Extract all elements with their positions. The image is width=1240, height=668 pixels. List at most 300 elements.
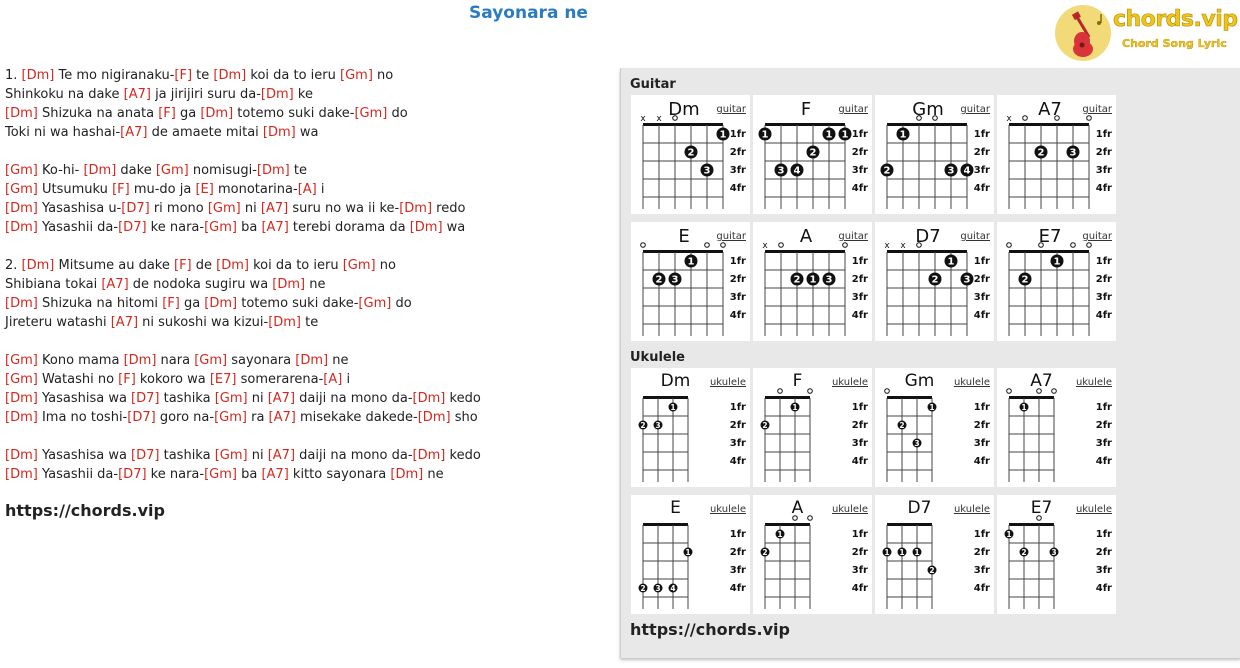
nut: [765, 396, 810, 399]
lyric-text: te: [289, 163, 307, 178]
lyric-text: Shibiana tokai: [5, 277, 102, 292]
lyric-line: [5, 104, 610, 123]
chord-link[interactable]: [Dm]: [272, 277, 306, 292]
svg-text:3: 3: [963, 274, 971, 286]
chord-instrument-link[interactable]: guitar: [716, 104, 746, 115]
finger-dot: [961, 273, 974, 286]
chord-instrument-link[interactable]: guitar: [838, 104, 868, 115]
chord-link[interactable]: [Dm]: [5, 448, 38, 463]
chord-link[interactable]: [E7]: [209, 372, 237, 387]
lyric-line: [5, 85, 610, 104]
svg-text:1: 1: [792, 402, 798, 412]
nut: [765, 250, 845, 253]
finger-dot: [883, 548, 892, 557]
chord-name: A: [799, 226, 813, 247]
fret-label: 4fr: [729, 183, 746, 194]
chord-name: E7: [1030, 498, 1053, 518]
fret-label: 2fr: [729, 420, 746, 431]
lyric-text: Utsumuku: [37, 182, 113, 197]
chord-diagram: [997, 222, 1116, 341]
finger-dot: [791, 403, 800, 412]
finger-dot: [807, 273, 820, 286]
svg-text:3: 3: [947, 165, 955, 177]
chord-link[interactable]: [Dm]: [390, 467, 424, 482]
lyric-line: [5, 446, 610, 465]
chord-link[interactable]: [Dm]: [21, 258, 55, 273]
svg-text:2: 2: [762, 547, 768, 557]
chord-name: Gm: [912, 99, 944, 120]
chord-instrument-link[interactable]: guitar: [1082, 231, 1112, 242]
lyric-text: kedo: [445, 448, 481, 463]
fret-label: 4fr: [851, 183, 868, 194]
lyric-text: Yasashii da-: [37, 220, 119, 235]
chord-name: A7: [1030, 371, 1053, 391]
guitar-chord-a[interactable]: [753, 222, 872, 341]
chord-name: Dm: [668, 99, 700, 120]
chord-link[interactable]: [F]: [118, 372, 136, 387]
chord-link[interactable]: [Gm]: [5, 182, 38, 197]
fret-label: 3fr: [973, 438, 990, 449]
finger-dot: [654, 421, 663, 430]
fret-label: 3fr: [1095, 292, 1112, 303]
fret-label: 2fr: [851, 274, 868, 285]
lyric-line: [5, 123, 610, 142]
svg-text:1: 1: [777, 529, 783, 539]
guitar-section-label: Guitar: [630, 77, 676, 92]
chord-link[interactable]: [D7]: [127, 410, 156, 425]
chord-link[interactable]: [A7]: [261, 467, 289, 482]
chord-link[interactable]: [Dm]: [5, 410, 38, 425]
chord-name: Gm: [904, 371, 935, 391]
chord-link[interactable]: [F]: [174, 258, 192, 273]
chord-link[interactable]: [Dm]: [5, 467, 38, 482]
lyric-text: Shinkoku na dake: [5, 87, 124, 102]
svg-text:1: 1: [809, 274, 817, 286]
lyric-text: Te mo nigiranaku-: [54, 68, 175, 83]
chord-link[interactable]: [F]: [174, 68, 193, 83]
chord-name: D7: [915, 226, 941, 247]
lyric-text: no: [375, 258, 396, 273]
lyric-text: redo: [432, 201, 466, 216]
lyric-text: sayonara: [227, 353, 296, 368]
lyric-text: 2.: [5, 258, 22, 273]
finger-dot: [929, 273, 942, 286]
chord-link[interactable]: [Dm]: [260, 87, 294, 102]
finger-dot: [807, 146, 820, 159]
chord-name: A: [791, 498, 804, 518]
fret-label: 4fr: [1095, 310, 1112, 321]
chord-link[interactable]: [A7]: [267, 448, 296, 463]
guitar-chord-f[interactable]: [753, 95, 872, 214]
lyric-text: ni: [247, 391, 268, 406]
svg-text:1: 1: [947, 256, 955, 268]
finger-dot: [1020, 403, 1029, 412]
guitar-chord-gm[interactable]: [875, 95, 994, 214]
chord-link[interactable]: [Dm]: [83, 163, 117, 178]
chord-link[interactable]: [Gm]: [194, 353, 228, 368]
chord-instrument-link[interactable]: guitar: [838, 231, 868, 242]
lyric-text: ke nara-: [146, 220, 205, 235]
svg-text:3: 3: [1069, 147, 1077, 159]
chord-link[interactable]: [D7]: [118, 220, 147, 235]
fret-label: 1fr: [729, 256, 746, 267]
guitar-chord-dm[interactable]: [631, 95, 750, 214]
svg-text:1: 1: [825, 129, 833, 141]
chord-link[interactable]: [Gm]: [5, 353, 38, 368]
chord-link[interactable]: [D7]: [131, 391, 160, 406]
svg-text:1: 1: [761, 129, 769, 141]
guitar-chord-e[interactable]: [631, 222, 750, 341]
lyric-line: [5, 408, 610, 427]
chord-link[interactable]: [Dm]: [216, 258, 249, 273]
lyric-text: ne: [423, 467, 444, 482]
site-url-right[interactable]: https://chords.vip: [630, 620, 790, 639]
chord-link[interactable]: [Gm]: [342, 258, 376, 273]
finger-dot: [928, 566, 937, 575]
fret-label: 2fr: [973, 274, 990, 285]
finger-dot: [897, 128, 910, 141]
chord-link[interactable]: [D7]: [131, 448, 160, 463]
lyric-text: ke: [293, 87, 313, 102]
lyric-text: 1.: [5, 68, 22, 83]
svg-text:3: 3: [914, 438, 920, 448]
chord-link[interactable]: [F]: [112, 182, 130, 197]
chord-link[interactable]: [A7]: [267, 391, 296, 406]
ukulele-chord-a[interactable]: [753, 495, 872, 614]
fret-label: 4fr: [851, 456, 868, 467]
open-string-icon: [1087, 243, 1092, 248]
chord-instrument-link[interactable]: ukulele: [831, 504, 868, 515]
chord-instrument-link[interactable]: ukulele: [709, 377, 746, 388]
fret-label: 1fr: [1095, 129, 1112, 140]
finger-dot: [839, 128, 852, 141]
site-url-left[interactable]: https://chords.vip: [5, 501, 165, 520]
logo-tagline: Chord Song Lyric: [1122, 37, 1227, 50]
chord-instrument-link[interactable]: guitar: [960, 104, 990, 115]
lyric-text: Toki ni wa hashai-: [5, 125, 121, 140]
chord-link[interactable]: [Dm]: [200, 106, 234, 121]
lyric-text: Ko-hi-: [37, 163, 84, 178]
chord-instrument-link[interactable]: ukulele: [831, 377, 868, 388]
chord-link[interactable]: [Gm]: [155, 163, 189, 178]
fret-label: 1fr: [729, 529, 746, 540]
ukulele-chord-d7[interactable]: [875, 495, 994, 614]
nut: [887, 396, 932, 399]
finger-dot: [823, 273, 836, 286]
chord-link[interactable]: [Dm]: [123, 353, 157, 368]
guitar-chord-e7[interactable]: [997, 222, 1116, 341]
lyric-text: do: [391, 296, 412, 311]
lyric-text: Watashi no: [37, 372, 119, 387]
muted-string-icon: x: [900, 241, 906, 251]
chord-link[interactable]: [Gm]: [214, 410, 247, 425]
chord-link[interactable]: [Dm]: [295, 353, 329, 368]
chord-name: D7: [907, 498, 932, 518]
svg-text:1: 1: [687, 256, 695, 268]
fret-label: 3fr: [1095, 565, 1112, 576]
svg-text:1: 1: [670, 402, 676, 412]
chord-link[interactable]: [Gm]: [207, 201, 241, 216]
svg-text:2: 2: [899, 420, 905, 430]
finger-dot: [685, 255, 698, 268]
fret-label: 1fr: [729, 129, 746, 140]
nut: [765, 123, 845, 126]
lyric-text: i: [316, 182, 325, 197]
chord-link[interactable]: [Gm]: [340, 68, 373, 83]
chord-link[interactable]: [E]: [195, 182, 214, 197]
svg-text:1: 1: [1021, 402, 1027, 412]
finger-dot: [684, 548, 693, 557]
chord-link[interactable]: [Dm]: [213, 68, 247, 83]
lyric-line: [5, 370, 610, 389]
chord-link[interactable]: [Dm]: [409, 220, 443, 235]
chord-link[interactable]: [A7]: [261, 220, 289, 235]
lyric-text: Jireteru watashi: [5, 315, 111, 330]
lyric-line: [5, 180, 610, 199]
lyric-line: [5, 465, 610, 484]
fret-label: 1fr: [973, 402, 990, 413]
chord-link[interactable]: [A7]: [123, 87, 151, 102]
fret-label: 3fr: [851, 565, 868, 576]
svg-text:1: 1: [685, 547, 691, 557]
finger-dot: [717, 128, 730, 141]
chord-link[interactable]: [Gm]: [214, 448, 248, 463]
svg-text:1: 1: [719, 129, 727, 141]
open-string-icon: [1007, 243, 1012, 248]
lyric-text: ne: [328, 353, 349, 368]
lyric-text: terebi dorama da: [288, 220, 410, 235]
finger-dot: [791, 273, 804, 286]
svg-text:2: 2: [793, 274, 801, 286]
lyric-text: ja jirijiri suru da-: [150, 87, 261, 102]
chord-name: E7: [1038, 226, 1062, 247]
lyric-text: ra: [246, 410, 269, 425]
chord-link[interactable]: [Gm]: [354, 106, 388, 121]
fret-label: 4fr: [1095, 583, 1112, 594]
open-string-icon: [705, 243, 710, 248]
finger-dot: [928, 403, 937, 412]
fret-label: 4fr: [1095, 456, 1112, 467]
svg-text:2: 2: [1021, 274, 1029, 286]
open-string-icon: [808, 516, 813, 521]
lyric-text: monotarina-: [213, 182, 298, 197]
guitar-chord-d7[interactable]: [875, 222, 994, 341]
fret-label: 1fr: [973, 529, 990, 540]
chord-instrument-link[interactable]: ukulele: [709, 504, 746, 515]
chord-link[interactable]: [Dm]: [412, 391, 446, 406]
lyric-text: ni sukoshi wa kizui-: [138, 315, 269, 330]
lyric-text: de amaete mitai: [147, 125, 263, 140]
open-string-icon: [1052, 389, 1057, 394]
lyric-text: ri mono: [149, 201, 208, 216]
ukulele-chord-f[interactable]: [753, 368, 872, 487]
chord-link[interactable]: [Dm]: [5, 296, 38, 311]
lyric-line: [5, 275, 610, 294]
svg-text:2: 2: [1037, 147, 1045, 159]
muted-string-icon: x: [1006, 114, 1012, 124]
chord-instrument-link[interactable]: ukulele: [1075, 377, 1112, 388]
chord-link[interactable]: [Gm]: [214, 391, 248, 406]
lyric-text: Yasashisa wa: [37, 391, 132, 406]
fret-label: 3fr: [851, 438, 868, 449]
chord-instrument-link[interactable]: ukulele: [953, 377, 990, 388]
fret-label: 3fr: [851, 165, 868, 176]
lyric-line: [5, 389, 610, 408]
svg-text:1: 1: [929, 402, 935, 412]
chord-link[interactable]: [Dm]: [5, 106, 38, 121]
chord-link[interactable]: [Dm]: [5, 201, 38, 216]
chord-link[interactable]: [Gm]: [204, 220, 237, 235]
finger-dot: [685, 146, 698, 159]
chord-link[interactable]: [Dm]: [268, 315, 302, 330]
chord-link[interactable]: [Dm]: [256, 163, 290, 178]
chord-diagram: [875, 368, 994, 487]
ukulele-chord-a7[interactable]: [997, 368, 1116, 487]
fret-label: 1fr: [851, 529, 868, 540]
lyric-text: i: [342, 372, 351, 387]
fret-label: 2fr: [851, 547, 868, 558]
chord-name: F: [792, 371, 803, 391]
chord-link[interactable]: [D7]: [118, 467, 147, 482]
fret-label: 2fr: [729, 147, 746, 158]
stanza-gap: [5, 427, 610, 446]
lyric-line: [5, 256, 610, 275]
chord-name: E: [670, 498, 681, 518]
lyric-line: [5, 161, 610, 180]
fret-label: 3fr: [851, 292, 868, 303]
open-string-icon: [1087, 116, 1092, 121]
chord-instrument-link[interactable]: guitar: [960, 231, 990, 242]
chord-link[interactable]: [A7]: [110, 315, 139, 330]
chord-link[interactable]: [Gm]: [204, 467, 237, 482]
chord-link[interactable]: [A]: [323, 372, 343, 387]
chord-link[interactable]: [D7]: [121, 201, 150, 216]
finger-dot: [1050, 548, 1059, 557]
open-string-icon: [778, 389, 783, 394]
finger-dot: [653, 273, 666, 286]
open-string-icon: [885, 389, 890, 394]
svg-text:1: 1: [1053, 256, 1061, 268]
chord-link[interactable]: [Dm]: [5, 220, 38, 235]
muted-string-icon: x: [640, 114, 646, 124]
finger-dot: [1020, 548, 1029, 557]
chord-link[interactable]: [Dm]: [412, 448, 446, 463]
guitar-chord-a7[interactable]: [997, 95, 1116, 214]
fret-label: 3fr: [729, 438, 746, 449]
site-logo[interactable]: [1055, 3, 1238, 61]
lyric-text: kitto sayonara: [288, 467, 391, 482]
svg-text:1: 1: [899, 129, 907, 141]
finger-dot: [913, 548, 922, 557]
lyric-text: Ima no toshi-: [37, 410, 128, 425]
lyric-text: Mitsume au dake: [54, 258, 174, 273]
chord-name: F: [800, 99, 812, 120]
chord-link[interactable]: [Gm]: [5, 372, 38, 387]
fret-label: 3fr: [1095, 165, 1112, 176]
open-string-icon: [721, 243, 726, 248]
svg-text:2: 2: [929, 565, 935, 575]
lyric-text: ga: [179, 296, 205, 311]
chord-link[interactable]: [F]: [158, 106, 176, 121]
svg-text:3: 3: [655, 420, 661, 430]
fret-label: 4fr: [729, 456, 746, 467]
fret-label: 3fr: [729, 565, 746, 576]
chord-link[interactable]: [Gm]: [5, 163, 38, 178]
chord-diagram: [753, 95, 872, 214]
fret-label: 2fr: [973, 147, 990, 158]
fret-label: 2fr: [729, 274, 746, 285]
chord-link[interactable]: [A7]: [260, 201, 289, 216]
chord-diagram: [631, 222, 750, 341]
lyric-text: ni: [247, 448, 268, 463]
finger-dot: [654, 584, 663, 593]
chord-link[interactable]: [Dm]: [417, 410, 451, 425]
lyric-text: daiji na mono da-: [295, 448, 413, 463]
chord-link[interactable]: [F]: [162, 296, 180, 311]
fret-label: 1fr: [729, 402, 746, 413]
svg-text:4: 4: [670, 583, 676, 593]
lyric-text: Shizuka na anata: [37, 106, 159, 121]
ukulele-chord-e[interactable]: [631, 495, 750, 614]
nut: [643, 123, 723, 126]
chord-link[interactable]: [Dm]: [21, 68, 55, 83]
guitar-logo-icon: [1055, 5, 1111, 61]
finger-dot: [898, 548, 907, 557]
chord-diagram: [631, 368, 750, 487]
open-string-icon: [808, 389, 813, 394]
ukulele-chord-gm[interactable]: [875, 368, 994, 487]
lyric-text: ni: [240, 201, 261, 216]
chord-instrument-link[interactable]: guitar: [1082, 104, 1112, 115]
chord-instrument-link[interactable]: ukulele: [1075, 504, 1112, 515]
lyric-line: [5, 218, 610, 237]
chord-link[interactable]: [Dm]: [204, 296, 238, 311]
fret-label: 4fr: [973, 583, 990, 594]
fret-label: 1fr: [1095, 256, 1112, 267]
finger-dot: [945, 164, 958, 177]
chord-instrument-link[interactable]: guitar: [716, 231, 746, 242]
chord-link[interactable]: [A7]: [268, 410, 296, 425]
fret-label: 4fr: [1095, 183, 1112, 194]
chord-instrument-link[interactable]: ukulele: [953, 504, 990, 515]
fret-label: 1fr: [851, 402, 868, 413]
chord-link[interactable]: [Gm]: [358, 296, 392, 311]
ukulele-chord-dm[interactable]: [631, 368, 750, 487]
fret-label: 1fr: [973, 129, 990, 140]
finger-dot: [1051, 255, 1064, 268]
chord-link[interactable]: [Dm]: [399, 201, 433, 216]
finger-dot: [701, 164, 714, 177]
stanza-gap: [5, 237, 610, 256]
lyric-text: ne: [305, 277, 326, 292]
svg-text:2: 2: [1021, 547, 1027, 557]
finger-dot: [1035, 146, 1048, 159]
chord-link[interactable]: [A7]: [101, 277, 129, 292]
chord-diagram: [997, 495, 1116, 614]
lyric-text: totemo suki dake-: [233, 106, 355, 121]
svg-text:2: 2: [883, 165, 891, 177]
chord-link[interactable]: [A7]: [120, 125, 148, 140]
lyric-text: mu-do ja: [129, 182, 196, 197]
svg-text:1: 1: [841, 129, 849, 141]
chord-link[interactable]: [A]: [297, 182, 317, 197]
chord-link[interactable]: [Dm]: [5, 391, 38, 406]
chord-link[interactable]: [Dm]: [262, 125, 296, 140]
nut: [1009, 123, 1089, 126]
svg-text:2: 2: [640, 420, 646, 430]
fret-label: 3fr: [973, 165, 990, 176]
ukulele-chord-e7[interactable]: [997, 495, 1116, 614]
